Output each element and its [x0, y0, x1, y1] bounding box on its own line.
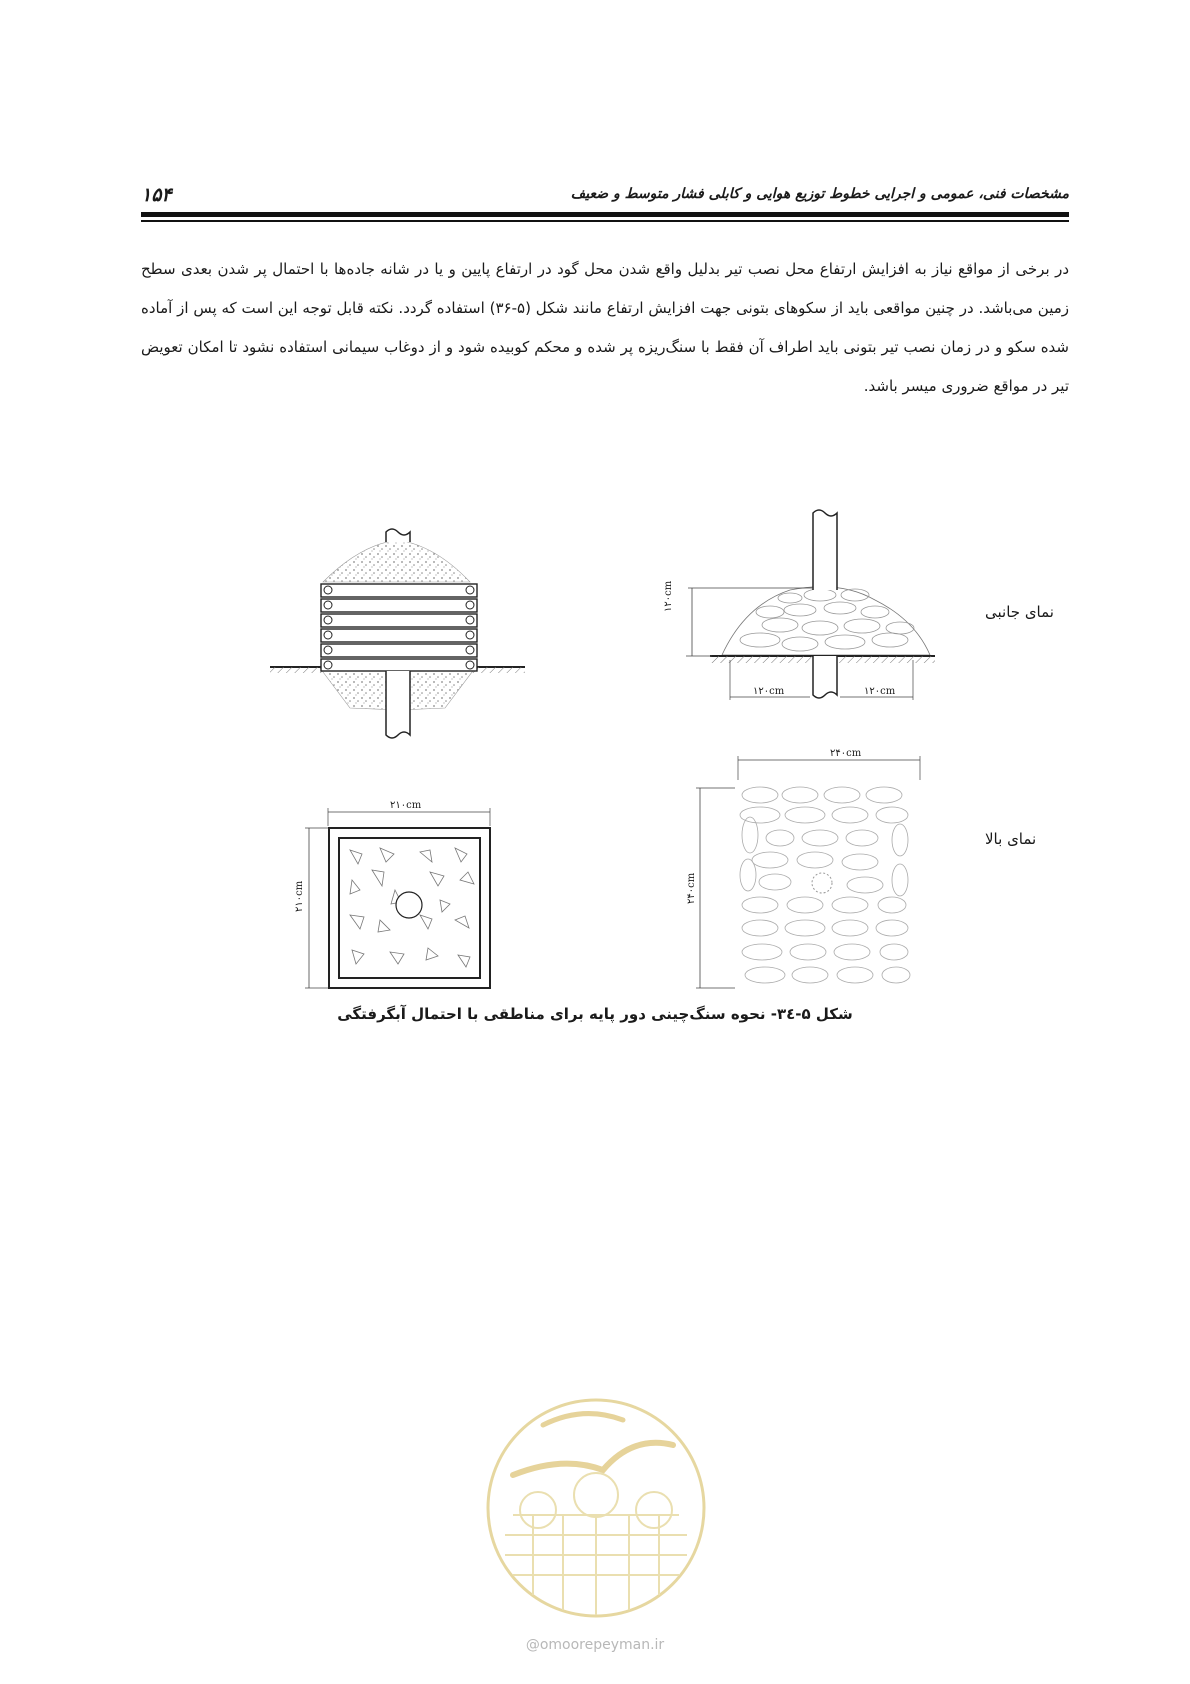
dim-right-label: ۱۲۰cm [864, 686, 896, 697]
top-view-platform-drawing [305, 808, 490, 988]
platform-section-drawing [270, 529, 525, 738]
side-view-label: نمای جانبی [985, 603, 1054, 621]
header-rule-thin [141, 220, 1069, 222]
header-rule-thick [141, 212, 1069, 217]
dim-top-width-label: ۲۴۰cm [830, 748, 862, 759]
dim-square-height-label: ۲۱۰cm [294, 880, 305, 912]
top-view-stones-drawing [696, 756, 920, 988]
watermark-seal [483, 1395, 709, 1655]
dim-height-label: ۱۲۰cm [663, 580, 674, 612]
running-title: مشخصات فنی، عمومی و اجرایی خطوط توزیع هوایی و کابلی فشار متوسط و ضعیف [570, 186, 1069, 202]
figure-caption: شکل ۵-۳٤- نحوه سنگ‌چینی دور پایه برای مناطقی با احتمال آبگرفتگی [337, 1005, 853, 1023]
dim-left-label: ۱۲۰cm [753, 686, 785, 697]
dim-square-width-label: ۲۱۰cm [390, 800, 422, 811]
watermark-url: @omoorepeyman.ir [525, 1637, 665, 1653]
top-view-label: نمای بالا [985, 830, 1037, 848]
page-number: ۱۵۴ [141, 184, 172, 206]
body-paragraph: در برخی از مواقع نیاز به افزایش ارتفاع محل نصب تیر بدلیل واقع شدن محل گود در ارتفاع پایین و یا در شانه جاده‌ها با احتمال پر شدن بعدی سطح زمین می‌باشد. در چنین مواقعی باید از سکوهای بتونی جهت افزایش ارتفاع مانند شکل (۵-۳۶) استفاده گردد. نکته قابل توجه این است که پس از آماده شده سکو و در زمان نصب تیر بتونی باید اطراف آن فقط با سنگ‌ریزه پر شده و محکم کوبیده شود و از دوغاب سیمانی استفاده نشود تا امکان تعویض تیر در مواقع ضروری میسر باشد. [141, 260, 1069, 395]
dim-top-height-label: ۲۴۰cm [686, 872, 697, 904]
side-view-drawing [686, 510, 935, 700]
page-header [141, 184, 1069, 212]
